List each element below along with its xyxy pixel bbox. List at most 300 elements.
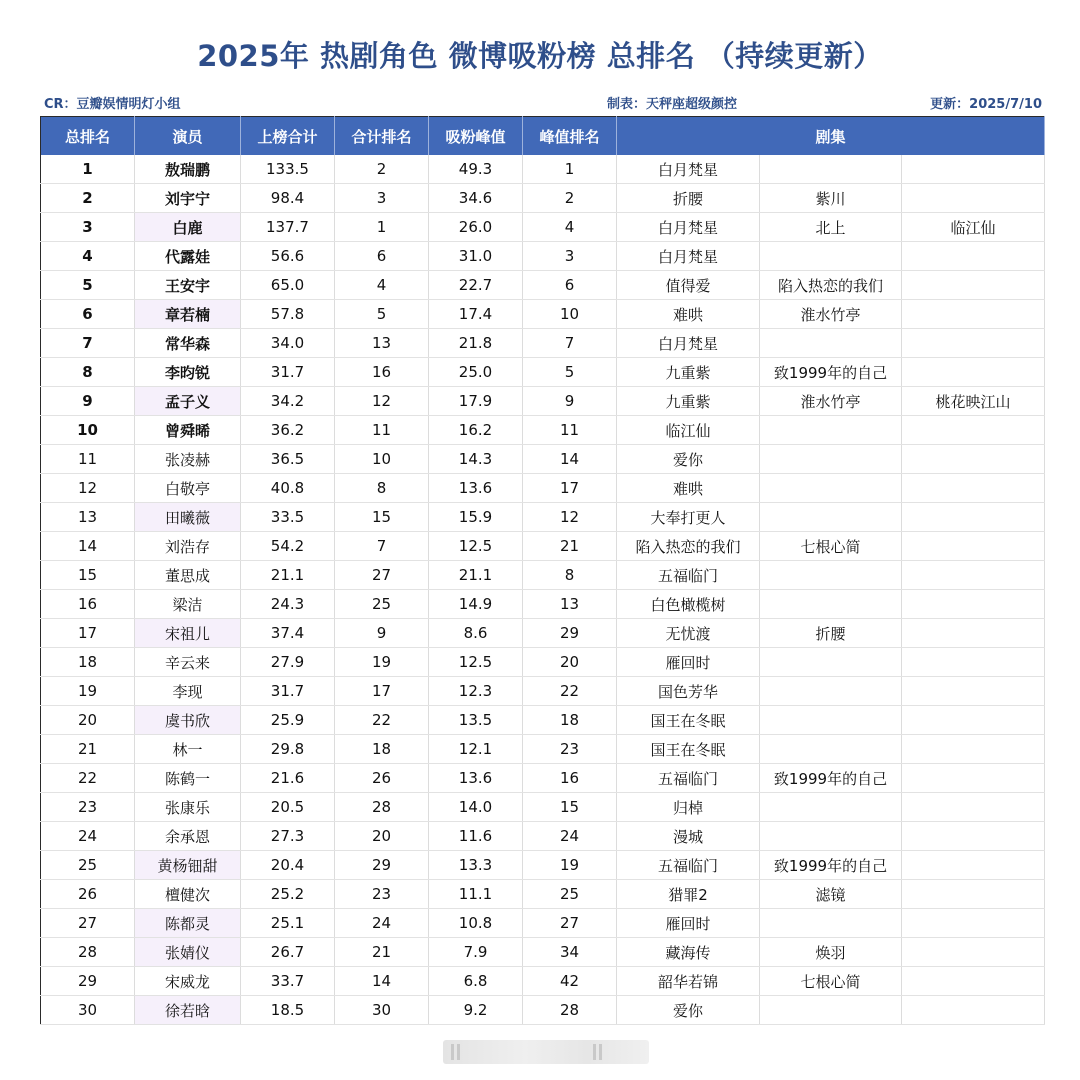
drama-cell: 九重紫: [617, 358, 760, 387]
peak-cell: 10.8: [429, 909, 523, 938]
rank-cell: 3: [41, 213, 135, 242]
rank-cell: 6: [41, 300, 135, 329]
drama-cell: [760, 155, 902, 184]
drama-cell: 白月梵星: [617, 155, 760, 184]
total-rank-cell: 8: [335, 474, 429, 503]
drama-cell: 白月梵星: [617, 242, 760, 271]
peak-cell: 31.0: [429, 242, 523, 271]
drama-cell: 焕羽: [760, 938, 902, 967]
peak-cell: 22.7: [429, 271, 523, 300]
peak-cell: 21.8: [429, 329, 523, 358]
peak-rank-cell: 25: [523, 880, 617, 909]
total-cell: 33.7: [241, 967, 335, 996]
peak-rank-cell: 23: [523, 735, 617, 764]
rank-cell: 29: [41, 967, 135, 996]
total-cell: 29.8: [241, 735, 335, 764]
drama-cell: [902, 996, 1045, 1025]
total-rank-cell: 14: [335, 967, 429, 996]
drama-cell: 归棹: [617, 793, 760, 822]
rank-cell: 10: [41, 416, 135, 445]
actor-cell: 梁洁: [135, 590, 241, 619]
peak-rank-cell: 17: [523, 474, 617, 503]
drama-cell: [760, 735, 902, 764]
actor-cell: 辛云来: [135, 648, 241, 677]
rank-cell: 12: [41, 474, 135, 503]
rank-cell: 18: [41, 648, 135, 677]
drama-cell: [902, 242, 1045, 271]
total-cell: 20.4: [241, 851, 335, 880]
drama-cell: 紫川: [760, 184, 902, 213]
peak-rank-cell: 42: [523, 967, 617, 996]
rank-cell: 8: [41, 358, 135, 387]
table-row: [41, 532, 1045, 561]
peak-cell: 11.6: [429, 822, 523, 851]
rank-cell: 22: [41, 764, 135, 793]
total-rank-cell: 19: [335, 648, 429, 677]
peak-cell: 16.2: [429, 416, 523, 445]
actor-cell: 余承恩: [135, 822, 241, 851]
drama-cell: [902, 909, 1045, 938]
actor-cell: 曾舜晞: [135, 416, 241, 445]
drama-cell: [760, 648, 902, 677]
total-rank-cell: 27: [335, 561, 429, 590]
rank-cell: 11: [41, 445, 135, 474]
drama-cell: [760, 996, 902, 1025]
table-row: [41, 387, 1045, 416]
total-cell: 98.4: [241, 184, 335, 213]
drama-cell: [902, 677, 1045, 706]
peak-cell: 13.5: [429, 706, 523, 735]
total-rank-cell: 7: [335, 532, 429, 561]
peak-cell: 14.3: [429, 445, 523, 474]
total-cell: 65.0: [241, 271, 335, 300]
actor-cell: 章若楠: [135, 300, 241, 329]
rank-cell: 5: [41, 271, 135, 300]
drama-cell: 爱你: [617, 996, 760, 1025]
rank-cell: 17: [41, 619, 135, 648]
peak-rank-cell: 5: [523, 358, 617, 387]
peak-rank-cell: 21: [523, 532, 617, 561]
table-row: [41, 938, 1045, 967]
drama-cell: [760, 677, 902, 706]
total-rank-cell: 21: [335, 938, 429, 967]
peak-rank-cell: 8: [523, 561, 617, 590]
total-cell: 21.1: [241, 561, 335, 590]
table-row: [41, 619, 1045, 648]
drama-cell: 淮水竹亭: [760, 300, 902, 329]
actor-cell: 王安宇: [135, 271, 241, 300]
drama-cell: [902, 735, 1045, 764]
actor-cell: 敖瑞鹏: [135, 155, 241, 184]
total-rank-cell: 20: [335, 822, 429, 851]
peak-rank-cell: 20: [523, 648, 617, 677]
total-cell: 57.8: [241, 300, 335, 329]
table-row: [41, 793, 1045, 822]
total-cell: 27.3: [241, 822, 335, 851]
drama-cell: [760, 590, 902, 619]
actor-cell: 檀健次: [135, 880, 241, 909]
drama-cell: 致1999年的自己: [760, 764, 902, 793]
table-row: [41, 329, 1045, 358]
total-rank-cell: 13: [335, 329, 429, 358]
drama-cell: [760, 242, 902, 271]
drama-cell: 北上: [760, 213, 902, 242]
drama-cell: [902, 967, 1045, 996]
peak-rank-cell: 4: [523, 213, 617, 242]
actor-cell: 张婧仪: [135, 938, 241, 967]
actor-cell: 常华森: [135, 329, 241, 358]
peak-cell: 13.6: [429, 474, 523, 503]
actor-cell: 宋威龙: [135, 967, 241, 996]
peak-rank-cell: 2: [523, 184, 617, 213]
peak-cell: 17.4: [429, 300, 523, 329]
table-row: [41, 706, 1045, 735]
header-rank: 总排名: [41, 117, 135, 156]
rank-cell: 9: [41, 387, 135, 416]
table-row: [41, 416, 1045, 445]
drama-cell: [902, 184, 1045, 213]
peak-rank-cell: 9: [523, 387, 617, 416]
actor-cell: 李昀锐: [135, 358, 241, 387]
drama-cell: [902, 619, 1045, 648]
peak-cell: 12.5: [429, 648, 523, 677]
peak-cell: 26.0: [429, 213, 523, 242]
peak-rank-cell: 16: [523, 764, 617, 793]
total-cell: 24.3: [241, 590, 335, 619]
drama-cell: 折腰: [617, 184, 760, 213]
total-rank-cell: 16: [335, 358, 429, 387]
update-date: 更新：2025/7/10: [930, 97, 1042, 112]
drama-cell: 致1999年的自己: [760, 851, 902, 880]
peak-cell: 7.9: [429, 938, 523, 967]
drama-cell: [760, 474, 902, 503]
peak-rank-cell: 1: [523, 155, 617, 184]
peak-cell: 17.9: [429, 387, 523, 416]
total-cell: 133.5: [241, 155, 335, 184]
drama-cell: [902, 880, 1045, 909]
drama-cell: [902, 329, 1045, 358]
total-cell: 36.2: [241, 416, 335, 445]
drama-cell: 猎罪2: [617, 880, 760, 909]
total-cell: 31.7: [241, 677, 335, 706]
peak-rank-cell: 15: [523, 793, 617, 822]
actor-cell: 刘宇宁: [135, 184, 241, 213]
table-row: [41, 358, 1045, 387]
actor-cell: 虞书欣: [135, 706, 241, 735]
total-rank-cell: 30: [335, 996, 429, 1025]
drama-cell: [902, 648, 1045, 677]
drama-cell: 淮水竹亭: [760, 387, 902, 416]
table-row: [41, 851, 1045, 880]
rank-cell: 7: [41, 329, 135, 358]
actor-cell: 田曦薇: [135, 503, 241, 532]
rank-cell: 21: [41, 735, 135, 764]
total-cell: 33.5: [241, 503, 335, 532]
actor-cell: 陈都灵: [135, 909, 241, 938]
peak-cell: 34.6: [429, 184, 523, 213]
drama-cell: 七根心简: [760, 967, 902, 996]
drama-cell: [760, 445, 902, 474]
rank-cell: 30: [41, 996, 135, 1025]
drama-cell: [902, 445, 1045, 474]
table-row: [41, 967, 1045, 996]
drama-cell: 七根心简: [760, 532, 902, 561]
total-rank-cell: 25: [335, 590, 429, 619]
drama-cell: 难哄: [617, 474, 760, 503]
table-row: [41, 590, 1045, 619]
drama-cell: [902, 503, 1045, 532]
drama-cell: [760, 793, 902, 822]
total-rank-cell: 24: [335, 909, 429, 938]
peak-cell: 12.3: [429, 677, 523, 706]
peak-cell: 13.6: [429, 764, 523, 793]
total-rank-cell: 4: [335, 271, 429, 300]
total-rank-cell: 28: [335, 793, 429, 822]
total-cell: 27.9: [241, 648, 335, 677]
drama-cell: [902, 271, 1045, 300]
rank-cell: 4: [41, 242, 135, 271]
peak-rank-cell: 27: [523, 909, 617, 938]
table-row: [41, 503, 1045, 532]
drama-cell: 临江仙: [902, 213, 1045, 242]
table-row: [41, 764, 1045, 793]
actor-cell: 徐若晗: [135, 996, 241, 1025]
drama-cell: [760, 909, 902, 938]
rank-cell: 23: [41, 793, 135, 822]
drama-cell: [902, 155, 1045, 184]
actor-cell: 宋祖儿: [135, 619, 241, 648]
peak-rank-cell: 28: [523, 996, 617, 1025]
table-header-row: [41, 117, 1045, 156]
total-rank-cell: 15: [335, 503, 429, 532]
actor-cell: 李现: [135, 677, 241, 706]
watermark: [443, 1040, 649, 1064]
peak-cell: 15.9: [429, 503, 523, 532]
peak-cell: 9.2: [429, 996, 523, 1025]
drama-cell: [760, 822, 902, 851]
table-row: [41, 996, 1045, 1025]
drama-cell: [760, 416, 902, 445]
peak-rank-cell: 6: [523, 271, 617, 300]
peak-cell: 12.1: [429, 735, 523, 764]
drama-cell: 爱你: [617, 445, 760, 474]
table-row: [41, 155, 1045, 184]
rank-cell: 15: [41, 561, 135, 590]
table-row: [41, 242, 1045, 271]
peak-rank-cell: 12: [523, 503, 617, 532]
peak-cell: 21.1: [429, 561, 523, 590]
table-row: [41, 648, 1045, 677]
total-rank-cell: 2: [335, 155, 429, 184]
table-row: [41, 184, 1045, 213]
header-total: 上榜合计: [241, 117, 335, 156]
table-row: [41, 909, 1045, 938]
total-rank-cell: 29: [335, 851, 429, 880]
total-cell: 34.2: [241, 387, 335, 416]
total-cell: 25.9: [241, 706, 335, 735]
drama-cell: 桃花映江山: [902, 387, 1045, 416]
drama-cell: 滤镜: [760, 880, 902, 909]
total-cell: 25.1: [241, 909, 335, 938]
drama-cell: 五福临门: [617, 764, 760, 793]
drama-cell: [902, 561, 1045, 590]
rank-cell: 16: [41, 590, 135, 619]
peak-rank-cell: 13: [523, 590, 617, 619]
total-rank-cell: 12: [335, 387, 429, 416]
drama-cell: 韶华若锦: [617, 967, 760, 996]
drama-cell: [902, 851, 1045, 880]
table-row: [41, 561, 1045, 590]
header-peak: 吸粉峰值: [429, 117, 523, 156]
rank-cell: 26: [41, 880, 135, 909]
credit-label: CR：豆瓣娱情明灯小组: [44, 97, 181, 112]
page-title: 2025年 热剧角色 微博吸粉榜 总排名 （持续更新）: [197, 39, 883, 73]
drama-cell: 陷入热恋的我们: [617, 532, 760, 561]
drama-cell: 值得爱: [617, 271, 760, 300]
drama-cell: 白色橄榄树: [617, 590, 760, 619]
actor-cell: 代露娃: [135, 242, 241, 271]
peak-rank-cell: 10: [523, 300, 617, 329]
drama-cell: 陷入热恋的我们: [760, 271, 902, 300]
table-row: [41, 474, 1045, 503]
rank-cell: 25: [41, 851, 135, 880]
total-cell: 56.6: [241, 242, 335, 271]
peak-cell: 25.0: [429, 358, 523, 387]
total-rank-cell: 23: [335, 880, 429, 909]
total-cell: 31.7: [241, 358, 335, 387]
table-row: [41, 300, 1045, 329]
table-row: [41, 271, 1045, 300]
maker-label: 制表：天秤座超级颜控: [607, 97, 738, 112]
table-row: [41, 677, 1045, 706]
drama-cell: 雁回时: [617, 909, 760, 938]
peak-cell: 6.8: [429, 967, 523, 996]
drama-cell: 国王在冬眠: [617, 706, 760, 735]
peak-rank-cell: 29: [523, 619, 617, 648]
total-rank-cell: 5: [335, 300, 429, 329]
actor-cell: 董思成: [135, 561, 241, 590]
drama-cell: 大奉打更人: [617, 503, 760, 532]
total-cell: 21.6: [241, 764, 335, 793]
ranking-table: [40, 116, 1045, 1025]
header-peak-rank: 峰值排名: [523, 117, 617, 156]
peak-rank-cell: 7: [523, 329, 617, 358]
drama-cell: [902, 590, 1045, 619]
drama-cell: [902, 358, 1045, 387]
header-total-rank: 合计排名: [335, 117, 429, 156]
drama-cell: [902, 474, 1045, 503]
drama-cell: [902, 822, 1045, 851]
total-cell: 18.5: [241, 996, 335, 1025]
total-cell: 54.2: [241, 532, 335, 561]
peak-cell: 13.3: [429, 851, 523, 880]
drama-cell: 致1999年的自己: [760, 358, 902, 387]
header-actor: 演员: [135, 117, 241, 156]
drama-cell: 漫城: [617, 822, 760, 851]
drama-cell: 雁回时: [617, 648, 760, 677]
drama-cell: [760, 503, 902, 532]
total-cell: 137.7: [241, 213, 335, 242]
rank-cell: 28: [41, 938, 135, 967]
drama-cell: 无忧渡: [617, 619, 760, 648]
drama-cell: [760, 329, 902, 358]
peak-cell: 12.5: [429, 532, 523, 561]
peak-rank-cell: 22: [523, 677, 617, 706]
total-rank-cell: 1: [335, 213, 429, 242]
total-cell: 37.4: [241, 619, 335, 648]
peak-cell: 49.3: [429, 155, 523, 184]
header-dramas: 剧集: [617, 117, 1045, 156]
total-rank-cell: 10: [335, 445, 429, 474]
drama-cell: [902, 706, 1045, 735]
drama-cell: 白月梵星: [617, 329, 760, 358]
actor-cell: 孟子义: [135, 387, 241, 416]
total-rank-cell: 18: [335, 735, 429, 764]
total-rank-cell: 26: [335, 764, 429, 793]
drama-cell: [902, 793, 1045, 822]
total-cell: 36.5: [241, 445, 335, 474]
drama-cell: 白月梵星: [617, 213, 760, 242]
table-row: [41, 445, 1045, 474]
rank-cell: 14: [41, 532, 135, 561]
actor-cell: 张凌赫: [135, 445, 241, 474]
peak-rank-cell: 19: [523, 851, 617, 880]
drama-cell: 五福临门: [617, 561, 760, 590]
table-row: [41, 822, 1045, 851]
total-rank-cell: 3: [335, 184, 429, 213]
peak-cell: 8.6: [429, 619, 523, 648]
total-cell: 26.7: [241, 938, 335, 967]
drama-cell: 藏海传: [617, 938, 760, 967]
total-cell: 34.0: [241, 329, 335, 358]
drama-cell: 国王在冬眠: [617, 735, 760, 764]
drama-cell: [902, 938, 1045, 967]
actor-cell: 张康乐: [135, 793, 241, 822]
drama-cell: 国色芳华: [617, 677, 760, 706]
actor-cell: 白敬亭: [135, 474, 241, 503]
rank-cell: 1: [41, 155, 135, 184]
rank-cell: 20: [41, 706, 135, 735]
table-row: [41, 735, 1045, 764]
table-row: [41, 213, 1045, 242]
rank-cell: 13: [41, 503, 135, 532]
rank-cell: 2: [41, 184, 135, 213]
rank-cell: 24: [41, 822, 135, 851]
total-rank-cell: 11: [335, 416, 429, 445]
drama-cell: [902, 416, 1045, 445]
peak-rank-cell: 34: [523, 938, 617, 967]
peak-rank-cell: 24: [523, 822, 617, 851]
peak-rank-cell: 3: [523, 242, 617, 271]
total-rank-cell: 6: [335, 242, 429, 271]
drama-cell: 临江仙: [617, 416, 760, 445]
total-rank-cell: 22: [335, 706, 429, 735]
drama-cell: [902, 764, 1045, 793]
peak-rank-cell: 14: [523, 445, 617, 474]
table-row: [41, 880, 1045, 909]
actor-cell: 白鹿: [135, 213, 241, 242]
drama-cell: 折腰: [760, 619, 902, 648]
drama-cell: [902, 532, 1045, 561]
drama-cell: 九重紫: [617, 387, 760, 416]
total-rank-cell: 9: [335, 619, 429, 648]
drama-cell: [760, 706, 902, 735]
total-cell: 20.5: [241, 793, 335, 822]
drama-cell: [902, 300, 1045, 329]
rank-cell: 19: [41, 677, 135, 706]
peak-cell: 14.9: [429, 590, 523, 619]
actor-cell: 林一: [135, 735, 241, 764]
